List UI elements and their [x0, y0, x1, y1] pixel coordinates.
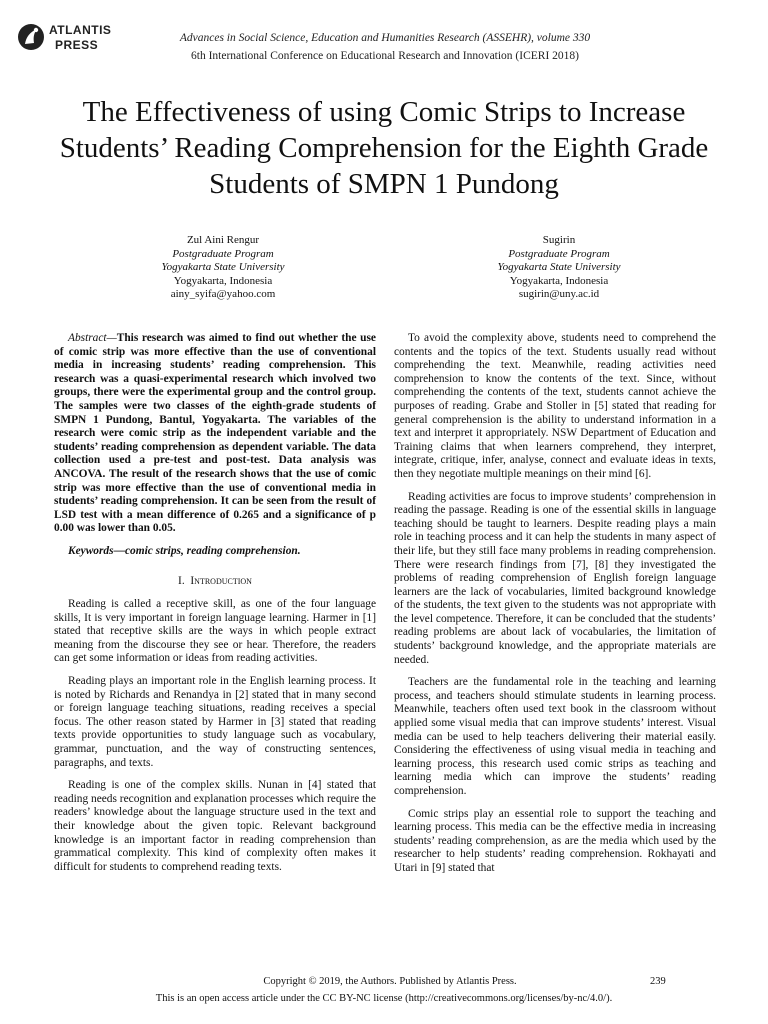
author-name: Zul Aini Rengur	[186, 234, 260, 246]
body-paragraph: Teachers are the fundamental role in the teaching and learning process, and teachers should stimulate students in learning process. Meanwhile, teachers often used text book in the classroom without applied some visual media that can improve students’ interest. Visual media can be used to help teachers delivering their material easily. Considering the effectiveness of using visual media in teaching and learning process, this research used comic strips as teaching and learning media which can improve the students’ reading comprehension.	[394, 676, 716, 797]
body-paragraph: Comic strips play an essential role to support the teaching and learning process. This media can be the effective media in increasing students’ reading comprehension, as are the media which used by the researcher to help students’ reading comprehension. Rokhayati and Utari in [9] stated that	[394, 807, 716, 874]
page-number: 239	[650, 976, 666, 987]
license-notice[interactable]: This is an open access article under the CC BY-NC license (http://creativecommons.org/licenses/by-nc/4.0/).	[155, 993, 613, 1004]
author-location: Yogyakarta, Indonesia	[173, 274, 273, 287]
body-paragraph: Reading is called a receptive skill, as one of the four language skills, It is very important in foreign language learning. Harmer in [1] stated that receptive skills are the ways in which people extract meaning from the discourse they see or hear. Therefore, the readers can get some information or ideas from reading activities.	[54, 598, 376, 665]
author-program: Postgraduate Program	[508, 247, 610, 260]
keywords-text: comic strips, reading comprehension.	[124, 544, 301, 557]
atlantis-logo-icon	[16, 22, 46, 52]
abstract	[54, 332, 376, 536]
right-column	[394, 332, 716, 885]
body-paragraph: Reading activities are focus to improve students’ comprehension in reading the passage. Reading is one of the essential skills in language teaching should be taught to learners. Despite reading plays a main role in teaching process and it can help the students in many aspect of their life, but they still face many problems in reading comprehension. There were research findings from [7], [8] they investigated the problems of reading comprehension of English foreign language learners are the lack of vocabularies, limited background knowledge of the students, the text given to the students was not appropriate with the level competence. Therefore, it can be concluded that the students’ reading problems are about lack of vocabularies, the limitation of students’ background knowledge, and the appropriate materials are needed.	[394, 490, 716, 666]
left-column	[54, 332, 376, 883]
logo-line-2: PRESS	[55, 38, 99, 52]
abstract-text: This research was aimed to find out whether the use of comic strip was more effective than the use of conventional media in increasing students’ reading comprehension. This research was a quasi-experimental research which involved two groups, there were the experimental group and the control group. The samples were two classes of the eighth-grade students of SMPN 1 Pundong, Bantul, Yogyakarta. The variables of the research were comic strip as the independent variable and the students’ reading comprehension as dependent variable. The data collection used a pre-test and post-test. Data analysis was ANCOVA. The result of the research shows that the use of comic strip was more effective than the use of conventional media in students’ reading comprehension. It can be seen from the result of LSD test with a mean difference of 0.265 and a significance of p 0.00 was lower than 0.05.	[54, 332, 376, 535]
author-email[interactable]: sugirin@uny.ac.id	[518, 288, 600, 300]
section-title: Introduction	[190, 574, 252, 587]
abstract-label: Abstract—	[68, 332, 117, 344]
journal-name: Advances in Social Science, Education and Humanities Research (ASSEHR), volume 330	[179, 32, 591, 44]
logo-text	[49, 23, 111, 53]
author-block-2	[429, 234, 689, 302]
paper-title: The Effectiveness of using Comic Strips to Increase Students’ Reading Comprehension for the Eighth Grade Students of SMPN 1 Pundong	[59, 96, 709, 200]
body-paragraph: Reading plays an important role in the English learning process. It is noted by Richards and Renandya in [2] stated that in many second or foreign language teaching situations, reading receives a special focus. The other reason stated by Harmer in [3] stated that reading texts provide opportunities to study language such as vocabulary, grammar, punctuation, and the way of constructing sentences, paragraphs, and texts.	[54, 675, 376, 769]
author-block-1	[93, 234, 353, 302]
author-university: Yogyakarta State University	[161, 261, 285, 273]
author-program: Postgraduate Program	[172, 247, 274, 260]
author-email[interactable]: ainy_syifa@yahoo.com	[170, 288, 276, 300]
author-name: Sugirin	[542, 234, 576, 246]
logo-line-1: ATLANTIS	[49, 23, 112, 37]
publisher-logo	[16, 20, 136, 56]
author-location: Yogyakarta, Indonesia	[509, 274, 609, 287]
body-paragraph: To avoid the complexity above, students need to comprehend the contents and the topics of the text. Students usually read without comprehending the text. Meanwhile, reading activities need comprehension to know the contents of the text. Since, without comprehending the contents of the text, students cannot achieve the purposes of reading. Grabe and Stoller in [5] stated that reading for general comprehension is the ability to understand information in a text and interpret it appropriately. NSW Department of Education and Training claims that when learners comprehend, they interpret, integrate, critique, infer, analyse, connect and evaluate ideas in texts, then they negotiate multiple meanings on their mind [6].	[394, 332, 716, 480]
section-heading	[54, 575, 376, 589]
section-number: I.	[178, 574, 185, 587]
keywords-label: Keywords—	[68, 544, 125, 557]
keywords	[54, 545, 376, 559]
author-university: Yogyakarta State University	[497, 261, 621, 273]
body-paragraph: Reading is one of the complex skills. Nunan in [4] stated that reading needs recognition and explanation processes which require the readers’ knowledge about the language structure used in the text and their knowledge about the given topic. Relevant background knowledge is an important factor in reading comprehension than grammatical complexity. This kind of complexity often makes it difficult for students to comprehend reading texts.	[54, 779, 376, 873]
copyright-notice: Copyright © 2019, the Authors. Published by Atlantis Press.	[263, 976, 517, 987]
conference-name: 6th International Conference on Educational Research and Innovation (ICERI 2018)	[191, 50, 579, 62]
